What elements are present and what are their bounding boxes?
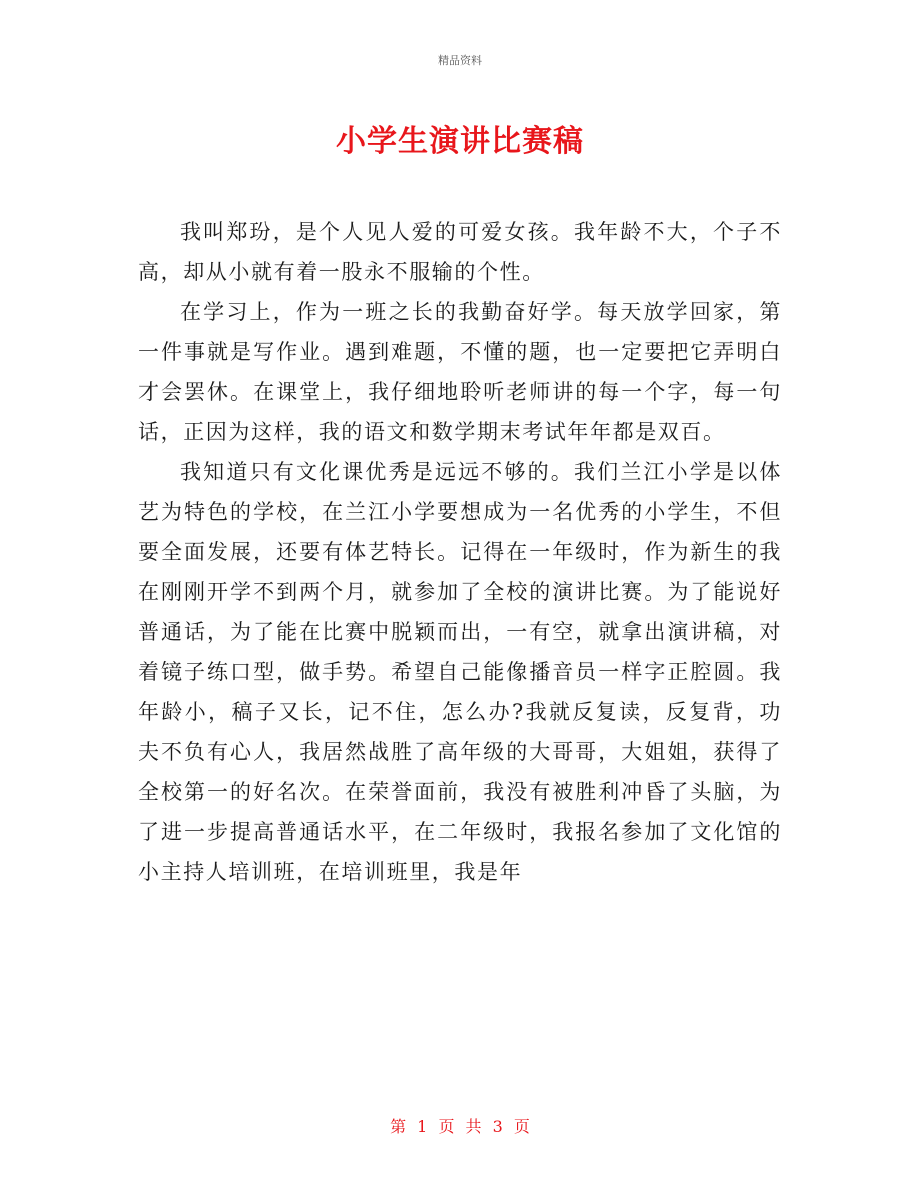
paragraph-activities: 我知道只有文化课优秀是远远不够的。我们兰江小学是以体艺为特色的学校，在兰江小学要想成为一名优秀的小学生，不但要全面发展，还要有体艺特长。记得在一年级时，作为新生的我在刚刚开学不到两个月，就参加了全校的演讲比赛。为了能说好普通话，为了能在比赛中脱颖而出，一有空，就拿出演讲稿，对着镜子练口型，做手势。希望自己能像播音员一样字正腔圆。我年龄小，稿子又长，记不住，怎么办?我就反复读，反复背，功夫不负有心人，我居然战胜了高年级的大哥哥，大姐姐，获得了全校第一的好名次。在荣誉面前，我没有被胜利冲昏了头脑，为了进一步提高普通话水平，在二年级时，我报名参加了文化馆的小主持人培训班，在培训班里，我是年 bbox=[138, 460, 782, 884]
document-title: 小学生演讲比赛稿 bbox=[336, 124, 584, 159]
paragraph-intro: 我叫郑玢，是个人见人爱的可爱女孩。我年龄不大，个子不高，却从小就有着一股永不服输的个性。 bbox=[138, 220, 782, 284]
header-note: 精品资料 bbox=[438, 54, 482, 67]
paragraph-study: 在学习上，作为一班之长的我勤奋好学。每天放学回家，第一件事就是写作业。遇到难题，不懂的题，也一定要把它弄明白才会罢休。在课堂上，我仔细地聆听老师讲的每一个字，每一句话，正因为这样，我的语文和数学期末考试年年都是双百。 bbox=[138, 300, 782, 444]
document-body bbox=[138, 212, 782, 892]
page-indicator: 第 1 页 共 3 页 bbox=[390, 1117, 530, 1136]
